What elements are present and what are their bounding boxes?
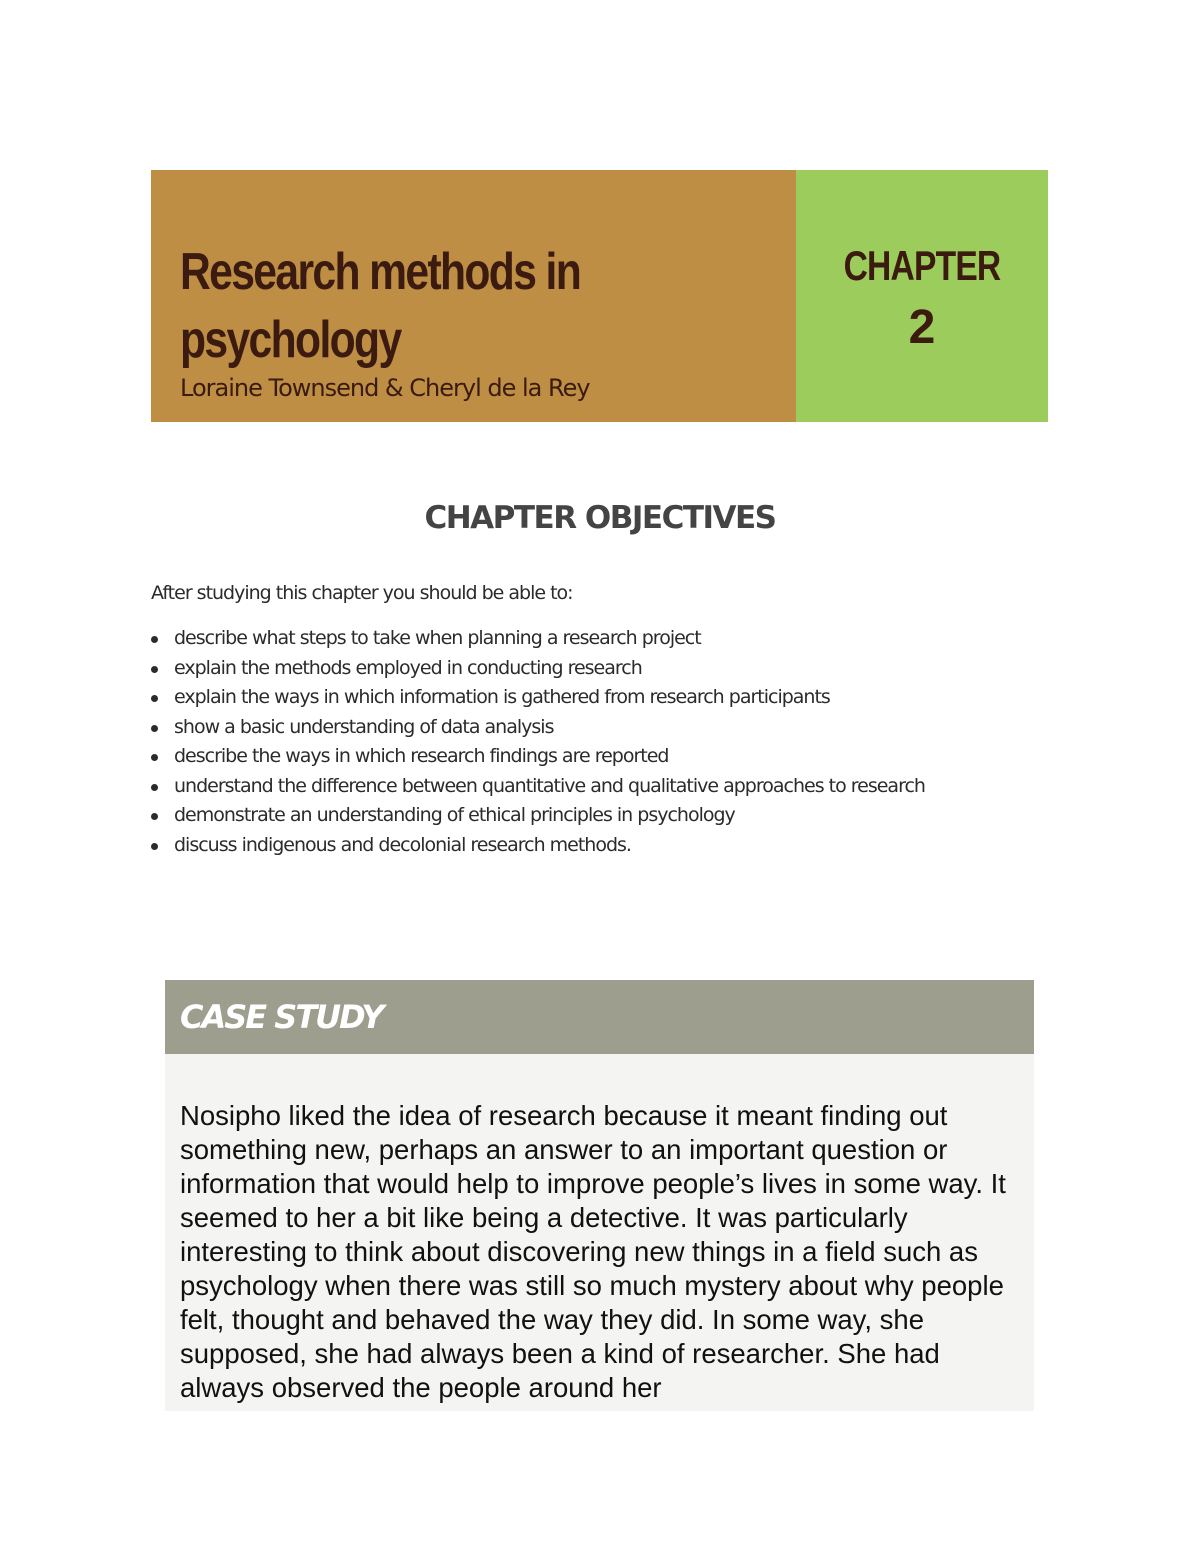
objective-item <box>151 624 1011 654</box>
objectives-intro: After studying this chapter you should be able to: <box>151 582 573 604</box>
objective-text: understand the difference between quantitative and qualitative approaches to research <box>174 774 925 797</box>
objectives-list <box>151 624 1011 860</box>
case-study-text: Nosipho liked the idea of research because it meant finding out something new, perhaps an answer to an important question or information that would help to improve people’s lives in some way. It seemed to her a bit like being a detective. It was particularly interesting to think about discovering new things in a field such as psychology when there was still so much mystery about why people felt, thought and behaved the way they did. In some way, she supposed, she had always been a kind of researcher. She had always observed the people around her <box>180 1100 1006 1403</box>
objective-item <box>151 713 1011 743</box>
chapter-title-line2: psychology <box>180 311 401 369</box>
bullet-icon <box>151 813 158 820</box>
chapter-title-line1: Research methods in <box>180 243 581 301</box>
chapter-label: CHAPTER <box>843 242 1001 289</box>
chapter-authors: Loraine Townsend & Cheryl de la Rey <box>180 374 590 402</box>
chapter-number: 2 <box>908 301 936 354</box>
objective-item <box>151 801 1011 831</box>
chapter-title <box>180 238 770 374</box>
objective-item <box>151 772 1011 802</box>
case-study-heading: CASE STUDY <box>180 998 383 1036</box>
bullet-icon <box>151 636 158 643</box>
bullet-icon <box>151 843 158 850</box>
chapter-number-block <box>796 170 1048 422</box>
objective-text: describe the ways in which research findings are reported <box>174 745 669 767</box>
chapter-header <box>151 170 1048 422</box>
bullet-icon <box>151 695 158 702</box>
title-block <box>151 170 796 422</box>
objective-text: discuss indigenous and decolonial research methods. <box>174 833 631 856</box>
bullet-icon <box>151 725 158 732</box>
objective-text: explain the methods employed in conducting research <box>174 656 642 679</box>
objective-item <box>151 831 1011 861</box>
case-study-header <box>165 980 1034 1054</box>
case-study-body <box>165 1054 1034 1411</box>
bullet-icon <box>151 754 158 761</box>
objective-text: explain the ways in which information is gathered from research participants <box>174 686 830 708</box>
objective-item <box>151 742 1011 772</box>
bullet-icon <box>151 784 158 791</box>
objective-item <box>151 654 1011 684</box>
objective-item <box>151 683 1011 713</box>
objective-text: demonstrate an understanding of ethical principles in psychology <box>174 804 735 826</box>
objectives-heading: CHAPTER OBJECTIVES <box>424 500 776 536</box>
objective-text: show a basic understanding of data analysis <box>174 715 554 738</box>
objective-text: describe what steps to take when planning a research project <box>174 627 701 649</box>
bullet-icon <box>151 666 158 673</box>
